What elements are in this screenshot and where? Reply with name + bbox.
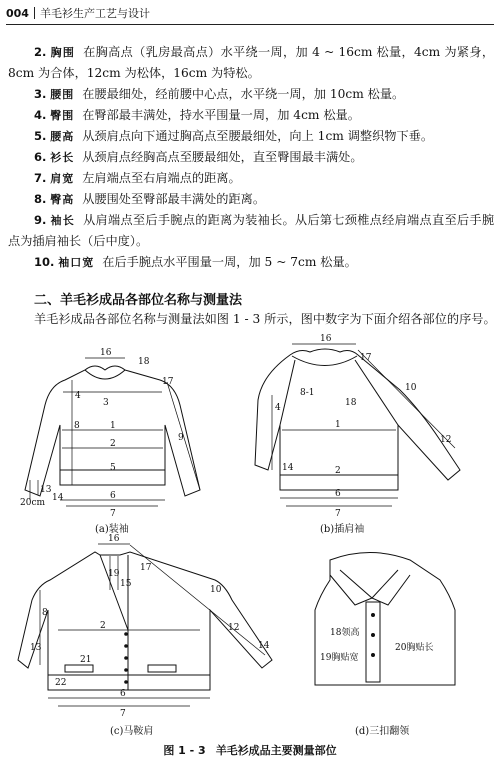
subfigure-caption-b: (b)插肩袖 [320,524,365,535]
label: 2 [100,621,106,631]
label: 15 [120,579,132,589]
item-term: 臀围 [50,109,75,122]
item-text: 在胸高点（乳房最高点）水平绕一周，加 4 ~ 16cm 松量，4cm 为紧身，8cm 为 [8,45,495,80]
section-paragraph: 羊毛衫成品各部位名称与测量法如图 1 - 3 所示，图中数字为下面介绍各部位的序号。 [34,312,496,326]
item-term: 腰高 [50,130,75,143]
label: 2 [110,439,116,449]
label: 20胸贴长 [395,643,434,653]
label: 9 [178,433,184,443]
book-title: 羊毛衫生产工艺与设计 [39,7,150,20]
label: 18领高 [330,628,360,638]
item-hip [8,105,494,126]
label: 6 [110,491,116,501]
label: 14 [258,641,270,651]
label: 8 [42,608,48,618]
set-in-sleeve-sweater-drawing [25,366,200,496]
item-term: 袖口宽 [58,256,95,269]
cardigan-buttons [124,632,128,684]
figure-label: 图 1 - 3 [163,744,206,757]
item-text: 在臀部最丰满处，持水平围量一周，加 4cm 松量。 [82,108,360,122]
item-bust [8,42,494,84]
subfigure-caption-d: (d)三扣翻领 [355,726,410,737]
label: 12 [228,623,240,633]
item-hip-height [8,189,494,210]
set-in-measure-lines [30,358,200,506]
label: 20cm [20,498,46,508]
label: 6 [120,689,126,699]
label: 10 [210,585,222,595]
item-waist [8,84,494,105]
running-header [6,2,494,25]
item-term: 胸围 [50,46,76,59]
item-number: 4. [34,108,47,122]
item-sleeve-length [8,210,494,252]
item-term: 腰围 [50,88,75,101]
item-number: 7. [34,171,47,185]
item-shoulder-width [8,168,494,189]
item-number: 6. [34,150,47,164]
item-term: 袖长 [50,214,76,227]
item-number: 2. [34,45,47,59]
header-divider [34,7,35,19]
item-garment-length [8,147,494,168]
page-number: 004 [6,6,29,20]
label: 21 [80,655,92,665]
label: 8 [74,421,80,431]
section-title: 二、羊毛衫成品各部位名称与测量法 [34,293,243,308]
item-text: 从颈肩点经胸高点至腰最细处，直至臀围最丰满处。 [82,150,363,164]
label: 3 [103,398,109,408]
subfigure-caption-c: (c)马鞍肩 [110,726,154,737]
label: 2 [335,466,341,476]
collar-buttons [371,613,375,657]
item-term: 臀高 [50,193,75,206]
item-text-cont: 为插肩袖长（后中度）。 [20,234,149,248]
label: 7 [335,509,341,519]
label: 16 [108,534,120,544]
item-cuff-width [8,252,494,273]
item-number: 3. [34,87,47,101]
item-number: 8. [34,192,47,206]
item-number: 10. [34,255,55,269]
label: 1 [335,420,341,430]
item-text: 从腰围处至臀部最丰满处的距离。 [82,192,266,206]
item-number: 9. [34,213,47,227]
figure-title: 羊毛衫成品主要测量部位 [215,744,337,757]
item-text: 从颈肩点向下通过胸高点至腰最细处，向上 1cm 调整织物下垂。 [82,129,434,143]
label: 19胸贴宽 [320,653,359,663]
label: 4 [75,391,81,401]
label: 14 [52,493,64,503]
item-text-cont: 合体，12cm 为松体，16cm 为特松。 [50,66,260,80]
item-text: 左肩端点至右肩端点的距离。 [82,171,241,185]
garment-diagrams [0,330,500,742]
label: 6 [335,489,341,499]
label: 5 [110,463,116,473]
item-term: 肩宽 [50,172,75,185]
label: 17 [360,353,372,363]
three-button-collar-drawing [315,553,455,686]
label: 7 [110,509,116,519]
label: 1 [110,421,116,431]
item-number: 5. [34,129,47,143]
figure-1-3 [0,330,500,770]
item-text: 从肩端点至后手腕点的距离为装袖长。从后第七颈椎点经肩端点直至后手腕点 [8,213,495,248]
label: 18 [138,357,150,367]
label: 12 [440,435,452,445]
raglan-measure-lines [272,344,455,506]
label: 18 [345,398,357,408]
label: 8-1 [300,388,315,398]
label: 16 [320,334,332,344]
label: 13 [30,643,42,653]
label: 17 [140,563,152,573]
label: 22 [55,678,67,688]
item-waist-height [8,126,494,147]
label: 19 [108,569,120,579]
item-term: 衫长 [50,151,75,164]
item-text: 在腰最细处，经前腰中心点，水平绕一周，加 10cm 松量。 [82,87,405,101]
label: 7 [120,709,126,719]
item-text: 在后手腕点水平围量一周，加 5 ~ 7cm 松量。 [102,255,357,269]
figure-caption [0,742,500,758]
label: 14 [282,463,294,473]
subfigure-caption-a: (a)装袖 [95,524,129,535]
label: 4 [275,403,281,413]
label: 13 [40,485,52,495]
label: 17 [162,377,174,387]
label: 10 [405,383,417,393]
label: 16 [100,348,112,358]
